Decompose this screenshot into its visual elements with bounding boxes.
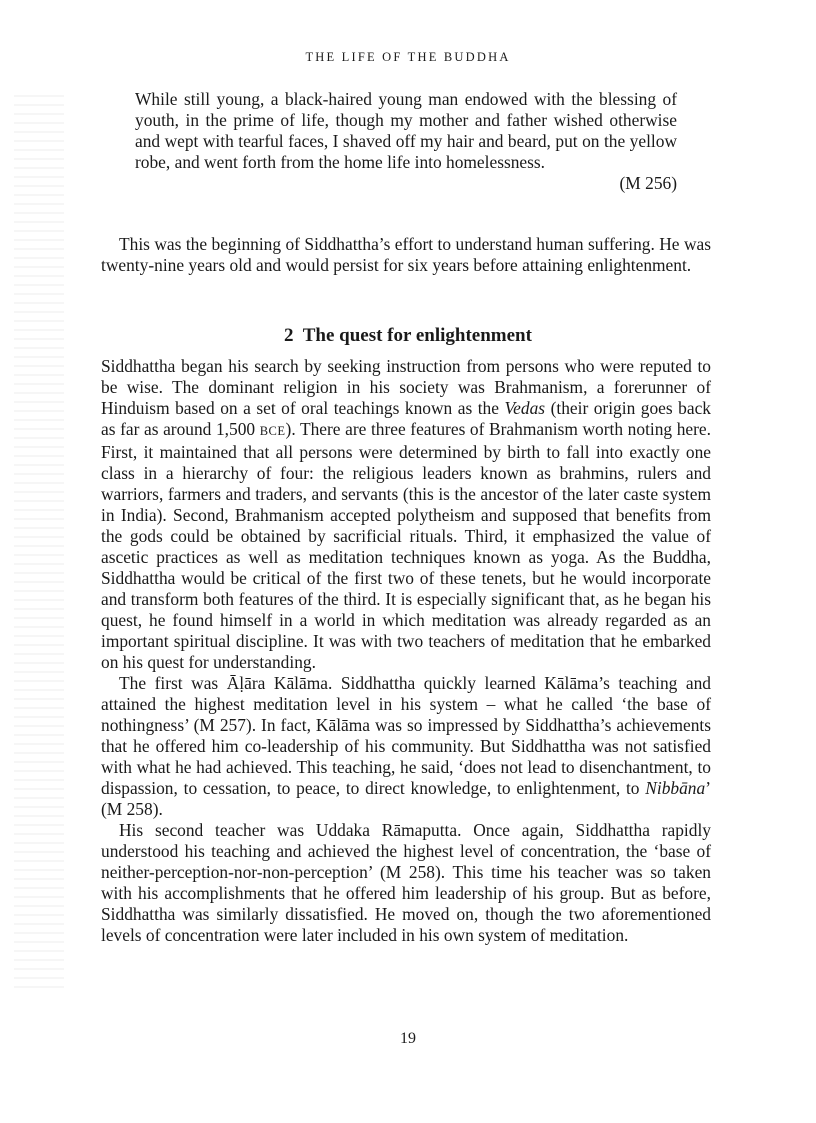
quote-citation: (M 256): [619, 173, 677, 193]
section-number: 2: [284, 325, 294, 346]
paragraph-3: His second teacher was Uddaka Rāmaputta. Once again, Siddhattha rapidly understood his teaching and achieved the highest level of concentration, the ‘base of neither-perception-nor-non-perception’ (M 258). This time his teacher was so taken with his accomplishments that he offered him leadership of his group. But as before, Siddhattha was similarly dissatisfied. He moved on, though the two aforementioned levels of concentration were later included in his own system of meditation.: [101, 820, 711, 945]
section-heading: [0, 325, 816, 347]
p1-bce: BCE: [259, 424, 286, 438]
intro-paragraph-block: [101, 234, 711, 276]
p1-text-c: ). There are three features of Brahmanism worth noting here. First, it maintained that all persons were determined by birth to fall into exactly one class in a hierarchy of four: the religious leaders known as brahmins, rulers and warriors, farmers and traders, and servants (this is the ancestor of the later caste system in India). Second, Brahmanism accepted polytheism and supposed that benefits from the gods could be obtained by sacrificial rituals. Third, it emphasized the value of ascetic practices as well as meditation techniques known as yoga. As the Buddha, Siddhattha would be critical of the first two of these tenets, but he would incorporate and transform both features of the third. It is especially significant that, as he began his quest, he found himself in a world in which meditation was already regarded as an important spiritual discipline. It was with two teachers of meditation that he embarked on his quest for understanding.: [101, 419, 711, 672]
section-title: The quest for enlightenment: [302, 325, 532, 346]
p1-vedas: Vedas: [504, 398, 546, 418]
paragraph-2: [101, 673, 711, 820]
p1-text-a: Siddhattha began his search by seeking instruction from persons who were reputed to be wise. The dominant religion in his society was Brahmanism, a forerunner of Hinduism based on a set of oral teachings known as the: [101, 356, 711, 418]
margin-bleed-through: [14, 95, 64, 995]
p2-text-a: The first was Āḷāra Kālāma. Siddhattha quickly learned Kālāma’s teaching and attained the highest meditation level in his system – what he called ‘the base of nothingness’ (M 257). In fact, Kālāma was so impressed by Siddhattha’s achievements that he offered him co-leadership of his community. But Siddhattha was not satisfied with what he had achieved. This teaching, he said, ‘does not lead to disenchantment, to dispassion, to cessation, to peace, to direct knowledge, to enlightenment, to: [101, 673, 711, 798]
quote-text: While still young, a black-haired young man endowed with the blessing of youth, in the prime of life, though my mother and father wished otherwise and wept with tearful faces, I shaved off my hair and beard, put on the yellow robe, and went forth from the home life into homelessness.: [135, 89, 677, 172]
paragraph-1: [101, 356, 711, 673]
p2-text-b: ’ (M 258).: [101, 778, 711, 819]
p1-text-b: (their origin goes back as far as around 1,500: [101, 398, 711, 439]
intro-paragraph: This was the beginning of Siddhattha’s effort to understand human suffering. He was twenty-nine years old and would persist for six years before attaining enlightenment.: [101, 234, 711, 275]
page-number: 19: [400, 1030, 416, 1047]
p2-nibbana: Nibbāna: [645, 778, 706, 798]
block-quote: [135, 89, 677, 194]
section-body: [101, 356, 711, 946]
running-head: THE LIFE OF THE BUDDHA: [305, 50, 511, 64]
